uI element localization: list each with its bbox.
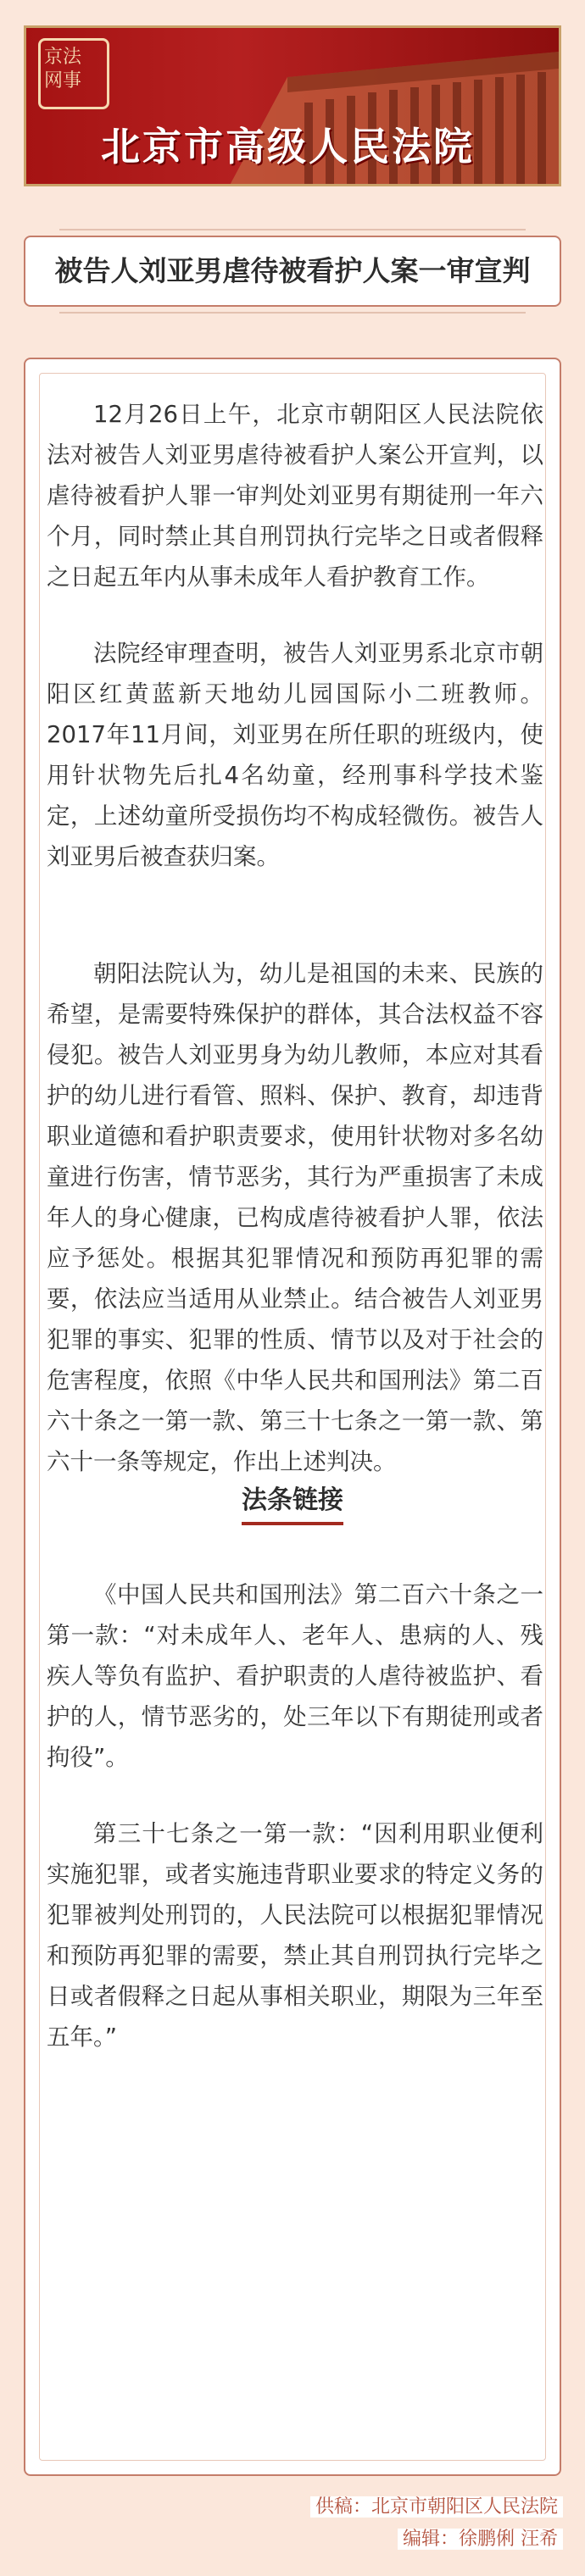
- credits: [310, 2491, 563, 2556]
- banner-title: 北京市高级人民法院: [101, 124, 475, 169]
- article-paragraph-3: 朝阳法院认为，幼儿是祖国的未来、民族的希望，是需要特殊保护的群体，其合法权益不容侵犯。被告人刘亚男身为幼儿教师，本应对其看护的幼儿进行看管、照料、保护、教育，却违背职业道德和看护职责要求，使用针状物对多名幼童进行伤害，情节恶劣，其行为严重损害了未成年人的身心健康，已构成虐待被看护人罪，依法应予惩处。根据其犯罪情况和预防再犯罪的需要，依法应当适用从业禁止。结合被告人刘亚男犯罪的事实、犯罪的性质、情节以及对于社会的危害程度，依照《中华人民共和国刑法》第二百六十条之一第一款、第三十七条之一第一款、第六十一条等规定，作出上述判决。: [47, 960, 543, 1475]
- law-paragraph-2: 第三十七条之一第一款：“因利用职业便利实施犯罪，或者实施违背职业要求的特定义务的犯罪被判处刑罚的，人民法院可以根据犯罪情况和预防再犯罪的需要，禁止其自刑罚执行完毕之日或者假释之日起从事相关职业，期限为三年至五年。”: [47, 1820, 543, 2051]
- article-title: 被告人刘亚男虐待被看护人案一审宣判: [54, 254, 531, 287]
- banner-frame: [24, 25, 561, 186]
- article-title-box: [24, 236, 561, 307]
- court-news-seal-logo: 京法 网事: [38, 38, 109, 109]
- law-paragraph-1: 《中国人民共和国刑法》第二百六十条之一第一款：“对未成年人、老年人、患病的人、残疾人等负有监护、看护职责的人虐待被监护、看护的人，情节恶劣的，处三年以下有期徒刑或者拘役”。: [47, 1581, 543, 1771]
- article-paragraph-1: 12月26日上午，北京市朝阳区人民法院依法对被告人刘亚男虐待被看护人案公开宣判，以虐待被看护人罪一审判处刘亚男有期徒刑一年六个月，同时禁止其自刑罚执行完毕之日或者假释之日起五年内从事未成年人看护教育工作。: [47, 401, 543, 591]
- article-paragraph-2: 法院经审理查明，被告人刘亚男系北京市朝阳区红黄蓝新天地幼儿园国际小二班教师。2017年11月间，刘亚男在所任职的班级内，使用针状物先后扎4名幼童，经刑事科学技术鉴定，上述幼童所受损伤均不构成轻微伤。被告人刘亚男后被查获归案。: [47, 640, 543, 870]
- credit-source: 供稿：北京市朝阳区人民法院: [310, 2491, 563, 2523]
- section-heading-law-links: 法条链接: [0, 1479, 585, 1516]
- credit-editors: 编辑：徐鹏俐 汪希: [310, 2523, 563, 2556]
- header-banner: [0, 0, 585, 203]
